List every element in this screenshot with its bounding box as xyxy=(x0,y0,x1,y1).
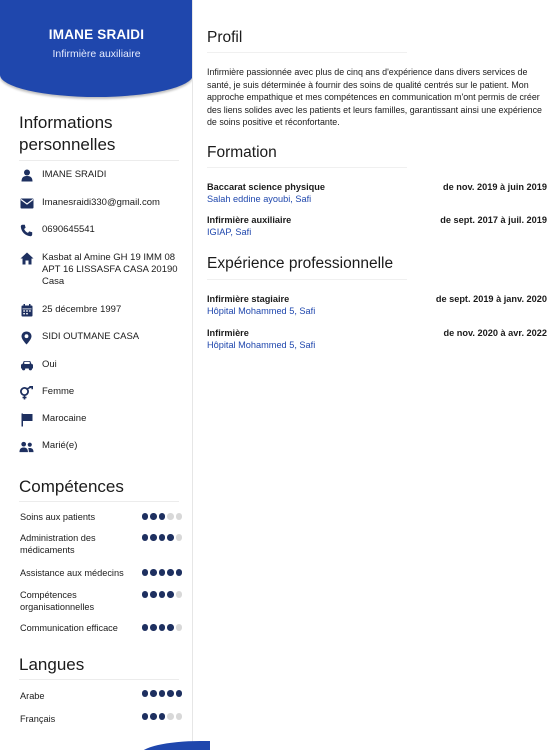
skill-item: Soins aux patients xyxy=(20,511,185,523)
education-entry: Baccarat science physique de nov. 2019 à juin 2019 Salah eddine ayoubi, Safi xyxy=(207,182,547,204)
rating-dot-filled xyxy=(159,713,166,720)
language-item: Français xyxy=(20,713,185,725)
location-pin-icon xyxy=(19,330,34,345)
candidate-name: IMANE SRAIDI xyxy=(48,27,145,42)
skill-rating xyxy=(142,534,183,541)
section-divider xyxy=(207,279,407,280)
rating-dot-empty xyxy=(176,713,183,720)
person-icon xyxy=(19,168,34,183)
rating-dot-filled xyxy=(167,569,174,576)
skill-rating xyxy=(142,513,183,520)
section-divider xyxy=(207,167,407,168)
personal-info-title: Informations personnelles xyxy=(19,113,116,154)
skills-title: Compétences xyxy=(19,477,124,496)
rating-dot-filled xyxy=(176,569,183,576)
rating-dot-filled xyxy=(159,569,166,576)
job-title: Infirmière auxiliaire xyxy=(52,48,141,60)
education-title: Formation xyxy=(207,144,277,161)
languages-title: Langues xyxy=(19,655,85,674)
rating-dot-filled xyxy=(150,569,157,576)
language-item: Arabe xyxy=(20,690,185,702)
calendar-icon xyxy=(19,303,34,318)
skill-rating xyxy=(142,624,183,631)
rating-dot-filled xyxy=(159,591,166,598)
profile-text: Infirmière passionnée avec plus de cinq ans d'expérience dans divers services de santé, je suis déterminée à fournir des soins de qualité centrés sur le patient. Mon approche empathique et mes compétences en communication m'ont permis de créer des liens solides avec les patients et leurs familles, garantissant ainsi une expérience de soins positive et réconfortante. xyxy=(207,67,542,128)
envelope-icon xyxy=(19,196,34,211)
skill-rating xyxy=(142,591,183,598)
skill-item: Assistance aux médecins xyxy=(20,567,185,579)
language-rating xyxy=(142,690,183,697)
section-divider xyxy=(19,501,179,502)
skill-rating xyxy=(142,569,183,576)
rating-dot-filled xyxy=(150,591,157,598)
phone-icon xyxy=(19,223,34,238)
rating-dot-filled xyxy=(142,569,149,576)
rating-dot-filled xyxy=(150,513,157,520)
rating-dot-filled xyxy=(142,591,149,598)
rating-dot-filled xyxy=(150,690,157,697)
skill-item: Administration des médicaments xyxy=(20,532,185,556)
rating-dot-empty xyxy=(176,624,183,631)
skill-item: Compétences organisationnelles xyxy=(20,589,185,613)
rating-dot-filled xyxy=(150,534,157,541)
home-icon xyxy=(19,251,34,266)
rating-dot-empty xyxy=(167,713,174,720)
section-divider xyxy=(19,160,179,161)
rating-dot-empty xyxy=(176,591,183,598)
flag-icon xyxy=(19,412,34,427)
section-divider xyxy=(207,52,407,53)
sidebar: IMANE SRAIDI Infirmière auxiliaire Informations personnelles IMANE SRAIDI Imanesraidi330@gmail.com 0690645541 Kasbat al Amine GH 19 IMM 08 APT 16 LISSASFA CASA 20190 Casa 25 décembre 1997 SIDI OUTMANE CASA Oui Femme Marocaine Marié(e) Compétences Soins aux patients Administration des médicaments Assistance aux médecins Compétences organisationnelles Communication efficace Langues Arabe Français xyxy=(0,0,193,750)
rating-dot-filled xyxy=(159,624,166,631)
education-entry: Infirmière auxiliaire de sept. 2017 à juil. 2019 IGIAP, Safi xyxy=(207,215,547,237)
rating-dot-empty xyxy=(176,513,183,520)
profile-title: Profil xyxy=(207,29,243,46)
experience-entry: Infirmière stagiaire de sept. 2019 à janv. 2020 Hôpital Mohammed 5, Safi xyxy=(207,294,547,316)
rating-dot-filled xyxy=(176,690,183,697)
rating-dot-filled xyxy=(159,534,166,541)
rating-dot-filled xyxy=(159,513,166,520)
rating-dot-filled xyxy=(167,624,174,631)
language-rating xyxy=(142,713,183,720)
rating-dot-filled xyxy=(142,513,149,520)
main-content xyxy=(194,0,560,750)
gender-icon xyxy=(19,385,34,400)
rating-dot-empty xyxy=(176,534,183,541)
rating-dot-filled xyxy=(167,591,174,598)
experience-entry: Infirmière de nov. 2020 à avr. 2022 Hôpital Mohammed 5, Safi xyxy=(207,328,547,350)
rating-dot-filled xyxy=(142,624,149,631)
car-icon xyxy=(19,358,34,373)
rating-dot-filled xyxy=(167,690,174,697)
rating-dot-filled xyxy=(159,690,166,697)
experience-title: Expérience professionnelle xyxy=(207,255,394,272)
header-banner xyxy=(0,0,193,97)
people-icon xyxy=(19,439,34,454)
rating-dot-empty xyxy=(167,513,174,520)
rating-dot-filled xyxy=(142,713,149,720)
rating-dot-filled xyxy=(150,713,157,720)
rating-dot-filled xyxy=(167,534,174,541)
skill-item: Communication efficace xyxy=(20,622,185,634)
rating-dot-filled xyxy=(142,534,149,541)
section-divider xyxy=(19,679,179,680)
rating-dot-filled xyxy=(150,624,157,631)
rating-dot-filled xyxy=(142,690,149,697)
